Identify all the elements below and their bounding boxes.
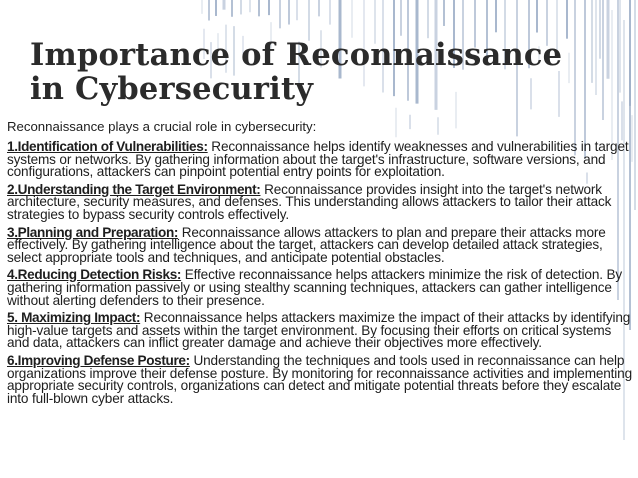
point-1 [7, 141, 635, 179]
point-2 [7, 181, 635, 222]
point-text: Understanding the techniques and tools used in reconnaissance can help organizations improve their defense posture. By monitoring for reconnaissance activities and implementing appropriate security controls, organizations can detect and mitigate potential threats before they escalate into full-blown cyber attacks. [7, 352, 633, 406]
point-heading: 1.Identification of Vulnerabilities: [7, 139, 208, 154]
slide-body [7, 120, 635, 410]
point-heading: 3.Planning and Preparation: [7, 224, 179, 240]
point-text: Reconnaissance helps attackers maximize the impact of their attacks by identifying high-value targets and assets within the target environment. By focusing their efforts on critical systems and data, attackers can inflict greater damage and achieve their objectives more effectively. [7, 310, 631, 351]
point-3 [7, 224, 635, 265]
title-line-1: Importance of Reconnaissance [30, 37, 563, 73]
point-4 [7, 269, 635, 307]
point-6 [7, 352, 635, 406]
point-text: Reconnaissance allows attackers to plan and prepare their attacks more effectively. By gathering intelligence about the target, attackers can develop detailed attack strategies, select appropriate tools and techniques, and anticipate potential obstacles. [7, 224, 606, 265]
intro-text: Reconnaissance plays a crucial role in cybersecurity: [7, 119, 317, 134]
point-heading: 4.Reducing Detection Risks: [7, 267, 182, 283]
point-text: Effective reconnaissance helps attackers minimize the risk of detection. By gathering information passively or using stealthy scanning techniques, attackers can gather intelligence without alerting defenders to their presence. [7, 267, 623, 308]
title-line-2: in Cybersecurity [30, 71, 314, 107]
point-5 [7, 312, 635, 350]
point-text: Reconnaissance helps identify weaknesses and vulnerabilities in target systems or networks. By gathering information about the target's infrastructure, software versions, and configurations, attackers can pinpoint potential entry points for exploitation. [7, 139, 629, 180]
point-heading: 5. Maximizing Impact: [7, 310, 141, 326]
slide-title [30, 38, 590, 106]
point-heading: 6.Improving Defense Posture: [7, 352, 190, 368]
point-text: Reconnaissance provides insight into the target's network architecture, security measures, and defenses. This understanding allows attackers to tailor their attack strategies to bypass security controls effectively. [7, 181, 612, 222]
point-heading: 2.Understanding the Target Environment: [7, 181, 261, 197]
